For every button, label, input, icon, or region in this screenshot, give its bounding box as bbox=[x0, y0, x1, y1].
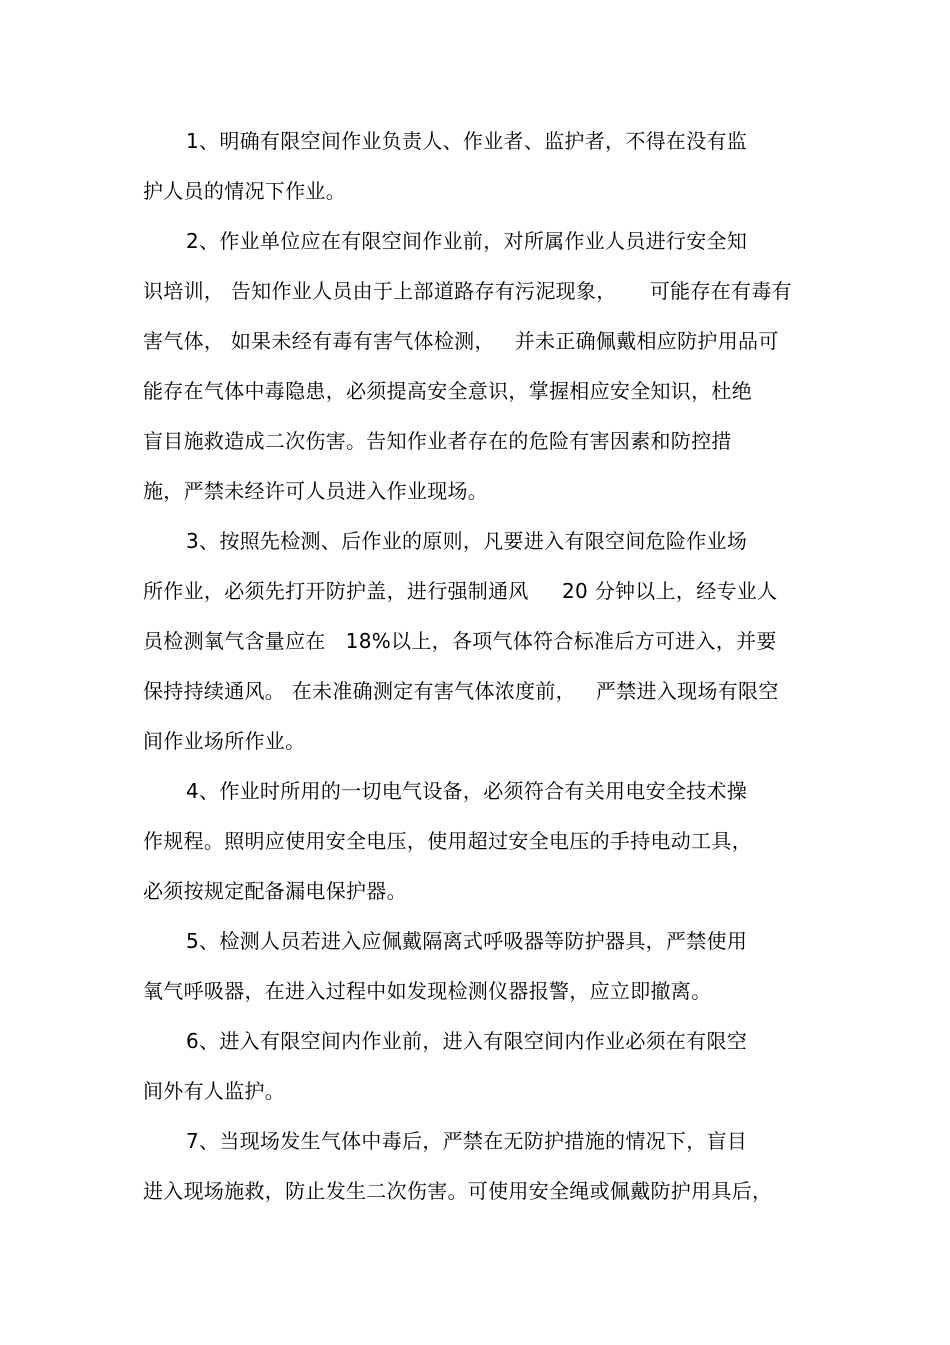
item-6-line-2: 间外有人监护。 bbox=[143, 1079, 286, 1103]
item-6-line-1: 6、进入有限空间内作业前，进入有限空间内作业必须在有限空 bbox=[186, 1029, 748, 1053]
item-2-line-5: 盲目施救造成二次伤害。告知作业者存在的危险有害因素和防控措 bbox=[143, 429, 732, 453]
item-1-line-1: 1、明确有限空间作业负责人、作业者、监护者，不得在没有监 bbox=[186, 129, 748, 153]
item-4-line-1: 4、作业时所用的一切电气设备，必须符合有关用电安全技术操 bbox=[186, 779, 748, 803]
item-2-line-1: 2、作业单位应在有限空间作业前，对所属作业人员进行安全知 bbox=[186, 229, 748, 253]
item-7-line-1: 7、当现场发生气体中毒后，严禁在无防护措施的情况下，盲目 bbox=[186, 1129, 748, 1153]
item-4-line-2: 作规程。照明应使用安全电压，使用超过安全电压的手持电动工具， bbox=[143, 829, 752, 853]
item-4-line-3: 必须按规定配备漏电保护器。 bbox=[143, 879, 407, 903]
item-5-line-2: 氧气呼吸器，在进入过程中如发现检测仪器报警，应立即撤离。 bbox=[143, 979, 712, 1003]
item-3-line-5: 间作业场所作业。 bbox=[143, 729, 306, 753]
item-2-line-6: 施，严禁未经许可人员进入作业现场。 bbox=[143, 479, 489, 503]
item-1-line-2: 护人员的情况下作业。 bbox=[143, 179, 346, 203]
item-2-line-4: 能存在气体中毒隐患，必须提高安全意识，掌握相应安全知识，杜绝 bbox=[143, 379, 752, 403]
item-3-line-3: 员检测氧气含量应在 18%以上，各项气体符合标准后方可进入，并要 bbox=[143, 629, 777, 653]
item-3-line-1: 3、按照先检测、后作业的原则，凡要进入有限空间危险作业场 bbox=[186, 529, 748, 553]
item-2-line-3: 害气体， 如果未经有毒有害气体检测， 并未正确佩戴相应防护用品可 bbox=[143, 329, 779, 353]
item-2-line-2: 识培训， 告知作业人员由于上部道路存有污泥现象， 可能存在有毒有 bbox=[143, 279, 792, 303]
item-5-line-1: 5、检测人员若进入应佩戴隔离式呼吸器等防护器具，严禁使用 bbox=[186, 929, 748, 953]
item-3-line-4: 保持持续通风。 在未准确测定有害气体浓度前， 严禁进入现场有限空 bbox=[143, 679, 779, 703]
item-7-line-2: 进入现场施救，防止发生二次伤害。可使用安全绳或佩戴防护用具后， bbox=[143, 1179, 773, 1203]
item-3-line-2: 所作业，必须先打开防护盖，进行强制通风 20 分钟以上，经专业人 bbox=[143, 579, 778, 603]
